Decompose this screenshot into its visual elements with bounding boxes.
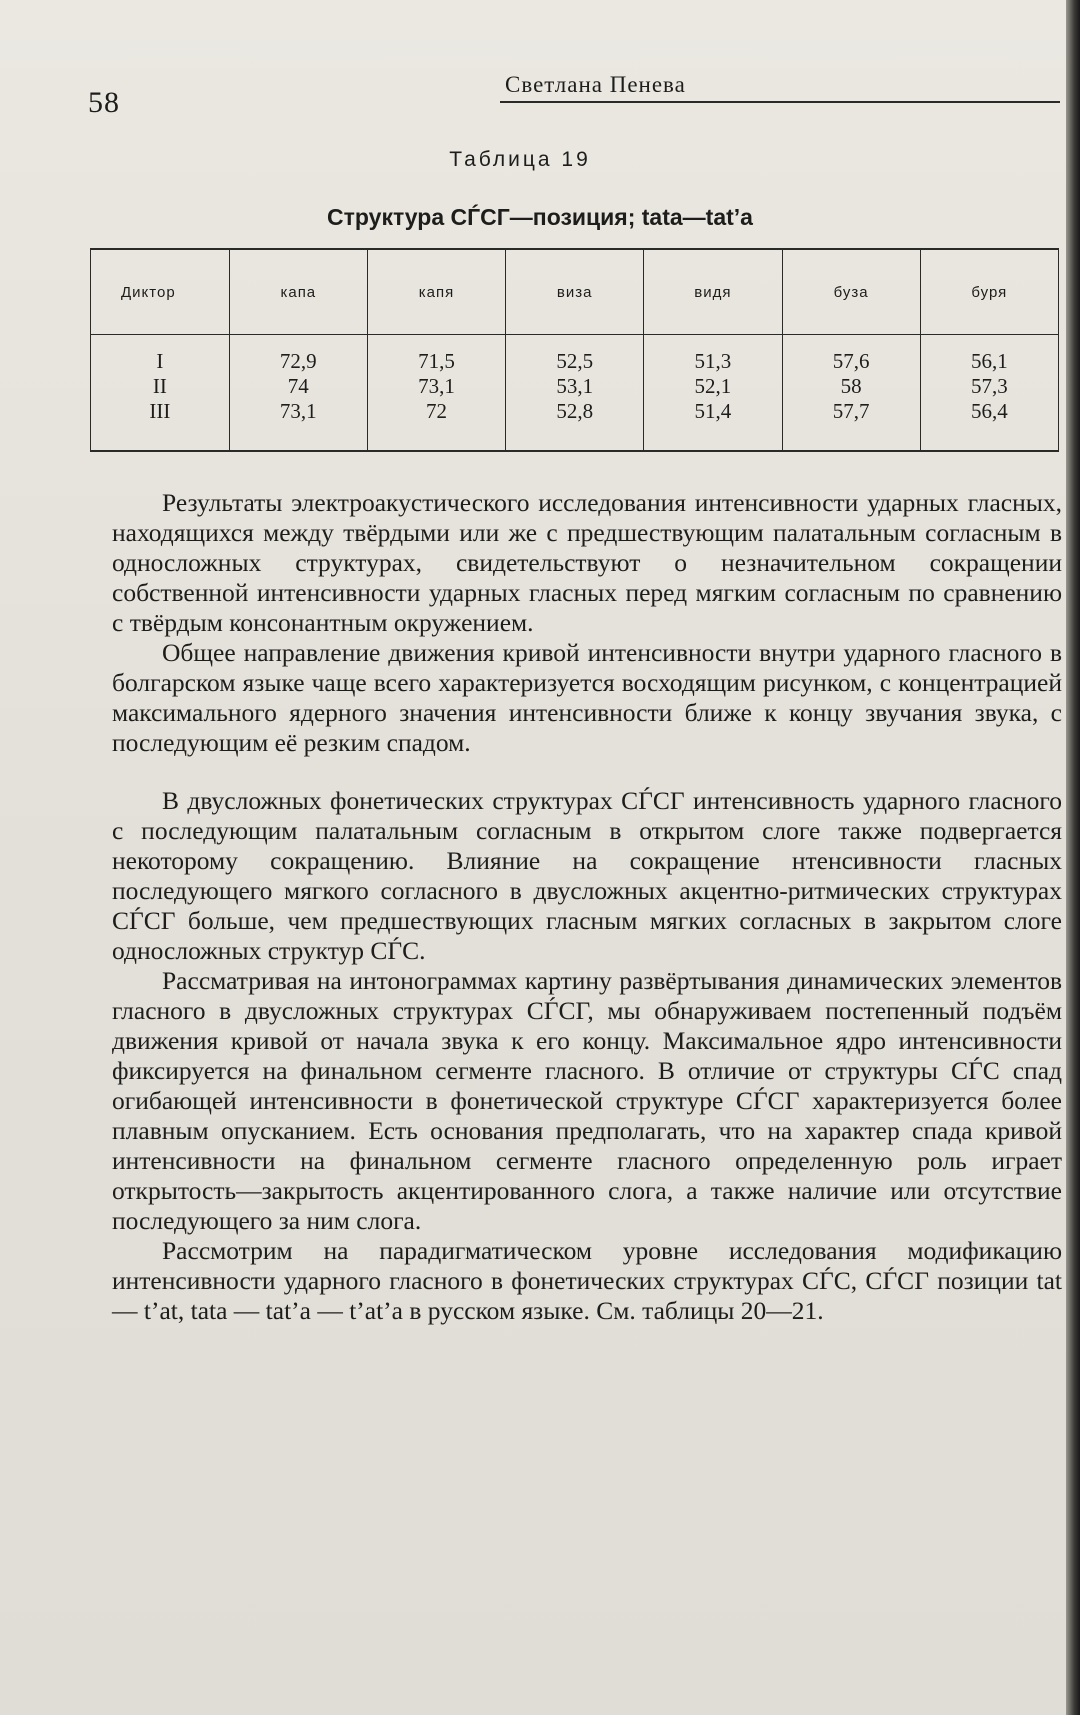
table-cell: 53,1	[556, 374, 594, 398]
page-binding-edge	[1066, 0, 1080, 1715]
table-cell: 74	[287, 374, 309, 398]
column-viza	[506, 335, 644, 451]
header-kapa: капа	[229, 250, 367, 335]
header-burya: буря	[920, 250, 1058, 335]
table-cell: 73,1	[418, 374, 455, 398]
header-vidya: видя	[644, 250, 782, 335]
running-head-author: Светлана Пенева	[505, 72, 686, 97]
header-kapya: капя	[367, 250, 505, 335]
table-cell: 52,5	[556, 349, 594, 373]
table-cell: 56,4	[970, 399, 1008, 423]
column-buza	[782, 335, 920, 451]
paragraph: Рассмотрим на парадигматическом уровне исследования модификацию интенсивности ударного гласного в фонетических структурах СЃС, СЃСГ позиции tat — t’at, tata — tat’a — t’at’a в русском языке. См. таблицы 20—21.	[112, 1236, 1062, 1325]
table-cell: 73,1	[279, 399, 317, 423]
table-cell: 58	[840, 374, 862, 398]
header-viza: виза	[506, 250, 644, 335]
table-cell: 72,9	[279, 349, 317, 373]
table-cell: 56,1	[970, 349, 1008, 373]
table-header-row	[91, 250, 1059, 335]
column-vidya	[644, 335, 782, 451]
paragraph: Рассматривая на интонограммах картину развёртывания динамических элементов гласного в двусложных структурах СЃСГ, мы обнаруживаем постепенный подъём движения кривой от начала звука к его концу. Максимальное ядро интенсивности фиксируется на финальном сегменте гласного. В отличие от структуры СЃС спад огибающей интенсивности в фонетической структуре СЃСГ характеризуется более плавным опусканием. Есть основания предполагать, что на характер спада кривой интенсивности на финальном сегменте гласного определенную роль играет открытость—закрытость акцентированного слога, а также наличие или отсутствие последующего за ним слога.	[112, 966, 1062, 1235]
table-cell: 71,5	[418, 349, 455, 373]
paragraph: Общее направление движения кривой интенсивности внутри ударного гласного в болгарском языке чаще всего характеризуется восходящим рисунком, с концентрацией максимального ядерного значения интенсивности ближе к концу звучания звука, с последующим её резким спадом.	[112, 638, 1062, 757]
table-cell: 51,3	[694, 349, 732, 373]
column-burya	[920, 335, 1058, 451]
table-caption: Таблица 19	[449, 148, 591, 171]
table-cell: I	[156, 349, 164, 373]
table-cell: 72	[426, 399, 447, 423]
header-buza: буза	[782, 250, 920, 335]
table-cell: 52,8	[556, 399, 594, 423]
table-cell: 57,7	[832, 399, 870, 423]
table-title: Структура СЃСГ—позиция; tata—tat’a	[327, 204, 753, 230]
intensity-table	[90, 248, 1059, 452]
table-cell: 51,4	[694, 399, 732, 423]
header-rule	[500, 101, 1060, 103]
paragraph: Результаты электроакустического исследования интенсивности ударных гласных, находящихся между твёрдыми или же с предшествующим палатальным согласным в односложных структурах, свидетельствуют о незначительном сокращении собственной интенсивности ударных гласных перед мягким согласным по сравнению с твёрдым консонантным окружением.	[112, 488, 1062, 637]
table-cell: III	[149, 399, 171, 423]
table-cell: 52,1	[694, 374, 732, 398]
body-text	[112, 488, 1062, 1326]
table-data-row	[91, 335, 1059, 451]
column-kapa	[229, 335, 367, 451]
paragraph: В двусложных фонетических структурах СЃСГ интенсивность ударного гласного с последующим палатальным согласным в открытом слоге также подвергается некоторому сокращению. Влияние на сокращение нтенсивности гласных последующего мягкого согласного в двусложных акцентно-ритмических структурах СЃСГ больше, чем предшествующих гласным мягких согласных в закрытом слоге односложных структур СЃС.	[112, 786, 1062, 965]
column-speaker	[91, 335, 229, 451]
column-kapya	[367, 335, 505, 451]
table-cell: 57,3	[970, 374, 1008, 398]
page-number: 58	[88, 86, 120, 119]
table-cell: 57,6	[832, 349, 870, 373]
header-speaker: Диктор	[91, 250, 229, 335]
table-cell: II	[152, 374, 167, 398]
